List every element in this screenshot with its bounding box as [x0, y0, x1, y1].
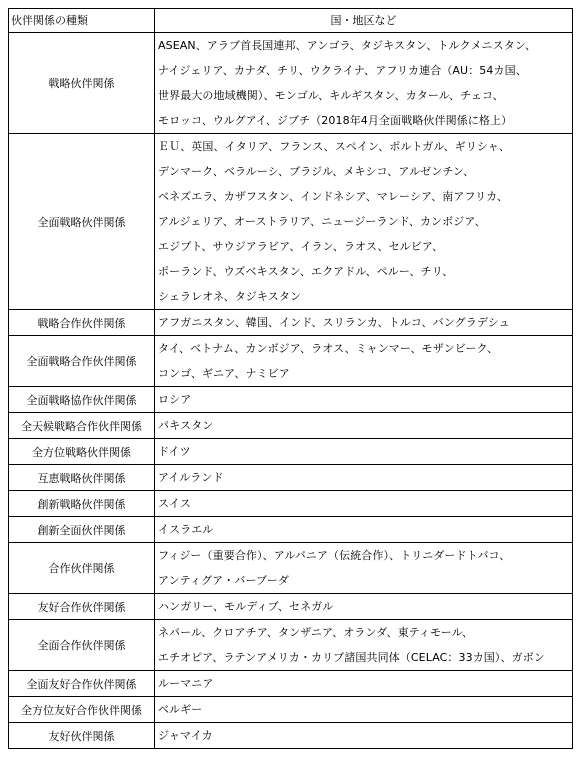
partnership-type-cell: 戦略伙伴関係 [9, 33, 155, 134]
countries-line: ポーランド、ウズベキスタン、エクアドル、ペルー、チリ、 [158, 265, 454, 278]
table-row [9, 723, 573, 749]
countries-line: ルーマニア [158, 677, 214, 690]
countries-line: スイス [158, 497, 191, 510]
countries-cell [155, 413, 573, 439]
countries-line: ＥＵ、英国、イタリア、フランス、スペイン、ポルトガル、ギリシャ、 [158, 140, 511, 153]
table-row [9, 439, 573, 465]
partnership-type-cell: 全方位戦略伙伴関係 [9, 439, 155, 465]
countries-line: パキスタン [158, 419, 214, 432]
table-row [9, 697, 573, 723]
partnership-type-cell: 全天候戦略合作伙伴関係 [9, 413, 155, 439]
partnership-type-cell: 友好合作伙伴関係 [9, 594, 155, 620]
countries-line: アフガニスタン、韓国、インド、スリランカ、トルコ、バングラデシュ [158, 316, 510, 329]
table-row [9, 33, 573, 134]
partnership-type-cell: 互恵戦略伙伴関係 [9, 465, 155, 491]
table-row [9, 517, 573, 543]
countries-cell [155, 310, 573, 336]
countries-line: ナイジェリア、カナダ、チリ、ウクライナ、アフリカ連合（AU：54カ国、 [158, 64, 527, 77]
countries-line: フィジー（重要合作）、アルバニア（伝統合作）、トリニダードトバコ、 [158, 549, 511, 562]
partnership-type-cell: 創新戦略伙伴関係 [9, 491, 155, 517]
countries-cell [155, 336, 573, 387]
countries-line: ドイツ [158, 445, 191, 458]
partnership-type-cell: 全面友好合作伙伴関係 [9, 671, 155, 697]
countries-line: イスラエル [158, 523, 214, 536]
partnership-type-cell: 全方位友好合作伙伴関係 [9, 697, 155, 723]
countries-cell [155, 465, 573, 491]
table-row [9, 671, 573, 697]
countries-line: ネパール、クロアチア、タンザニア、オランダ、東ティモール、 [158, 626, 473, 639]
table-row [9, 413, 573, 439]
partnership-type-cell: 友好伙伴関係 [9, 723, 155, 749]
partnership-type-cell: 全面合作伙伴関係 [9, 620, 155, 671]
partnership-type-cell: 合作伙伴関係 [9, 543, 155, 594]
partnership-type-cell: 創新全面伙伴関係 [9, 517, 155, 543]
table-body [9, 33, 573, 749]
table-row [9, 336, 573, 387]
table-row [9, 491, 573, 517]
partnership-type-cell: 全面戦略伙伴関係 [9, 134, 155, 310]
countries-line: ベネズエラ、カザフスタン、インドネシア、マレーシア、南アフリカ、 [158, 190, 508, 203]
countries-line: モロッコ、ウルグアイ、ジブチ（2018年4月全面戦略伙伴関係に格上） [158, 114, 513, 127]
countries-line: ベルギー [158, 703, 203, 716]
countries-line: シェラレオネ、タジキスタン [158, 290, 302, 303]
countries-line: エジプト、サウジアラビア、イラン、ラオス、セルビア、 [158, 240, 444, 253]
table-row [9, 310, 573, 336]
partnership-type-cell: 全面戦略協作伙伴関係 [9, 387, 155, 413]
partnership-table [8, 8, 573, 749]
countries-cell [155, 387, 573, 413]
countries-line: ハンガリー、モルディブ、セネガル [158, 600, 334, 613]
countries-cell [155, 543, 573, 594]
countries-line: 世界最大の地域機関）、モンゴル、キルギスタン、カタール、チェコ、 [158, 89, 504, 102]
countries-line: アイルランド [158, 471, 224, 484]
countries-cell [155, 134, 573, 310]
countries-cell [155, 620, 573, 671]
countries-cell [155, 594, 573, 620]
countries-line: デンマーク、ベラルーシ、ブラジル、メキシコ、アルゼンチン、 [158, 165, 475, 178]
countries-cell [155, 491, 573, 517]
partnership-type-cell: 全面戦略合作伙伴関係 [9, 336, 155, 387]
countries-cell [155, 33, 573, 134]
table-row [9, 134, 573, 310]
table-row [9, 594, 573, 620]
partnership-type-cell: 戦略合作伙伴関係 [9, 310, 155, 336]
column-header-countries: 国・地区など [155, 9, 573, 33]
countries-line: ジャマイカ [158, 729, 213, 742]
table-row [9, 620, 573, 671]
table-row [9, 465, 573, 491]
countries-line: タイ、ベトナム、カンボジア、ラオス、ミャンマー、モザンビーク、 [158, 342, 499, 355]
countries-line: エチオピア、ラテンアメリカ・カリブ諸国共同体（CELAC：33カ国）、ガボン [158, 651, 545, 664]
countries-cell [155, 517, 573, 543]
table-header-row [9, 9, 573, 33]
countries-cell [155, 439, 573, 465]
countries-line: ASEAN、アラブ首長国連邦、アンゴラ、タジキスタン、トルクメニスタン、 [158, 39, 537, 52]
partnership-table-container [8, 8, 572, 749]
countries-cell [155, 697, 573, 723]
countries-cell [155, 723, 573, 749]
countries-cell [155, 671, 573, 697]
countries-line: アルジェリア、オーストラリア、ニュージーランド、カンボジア、 [158, 215, 486, 228]
table-row [9, 387, 573, 413]
countries-line: アンティグア・バーブーダ [158, 574, 289, 587]
countries-line: ロシア [158, 393, 192, 406]
countries-line: コンゴ、ギニア、ナミビア [158, 367, 290, 380]
table-row [9, 543, 573, 594]
column-header-partnership-type: 伙伴関係の種類 [9, 9, 155, 33]
